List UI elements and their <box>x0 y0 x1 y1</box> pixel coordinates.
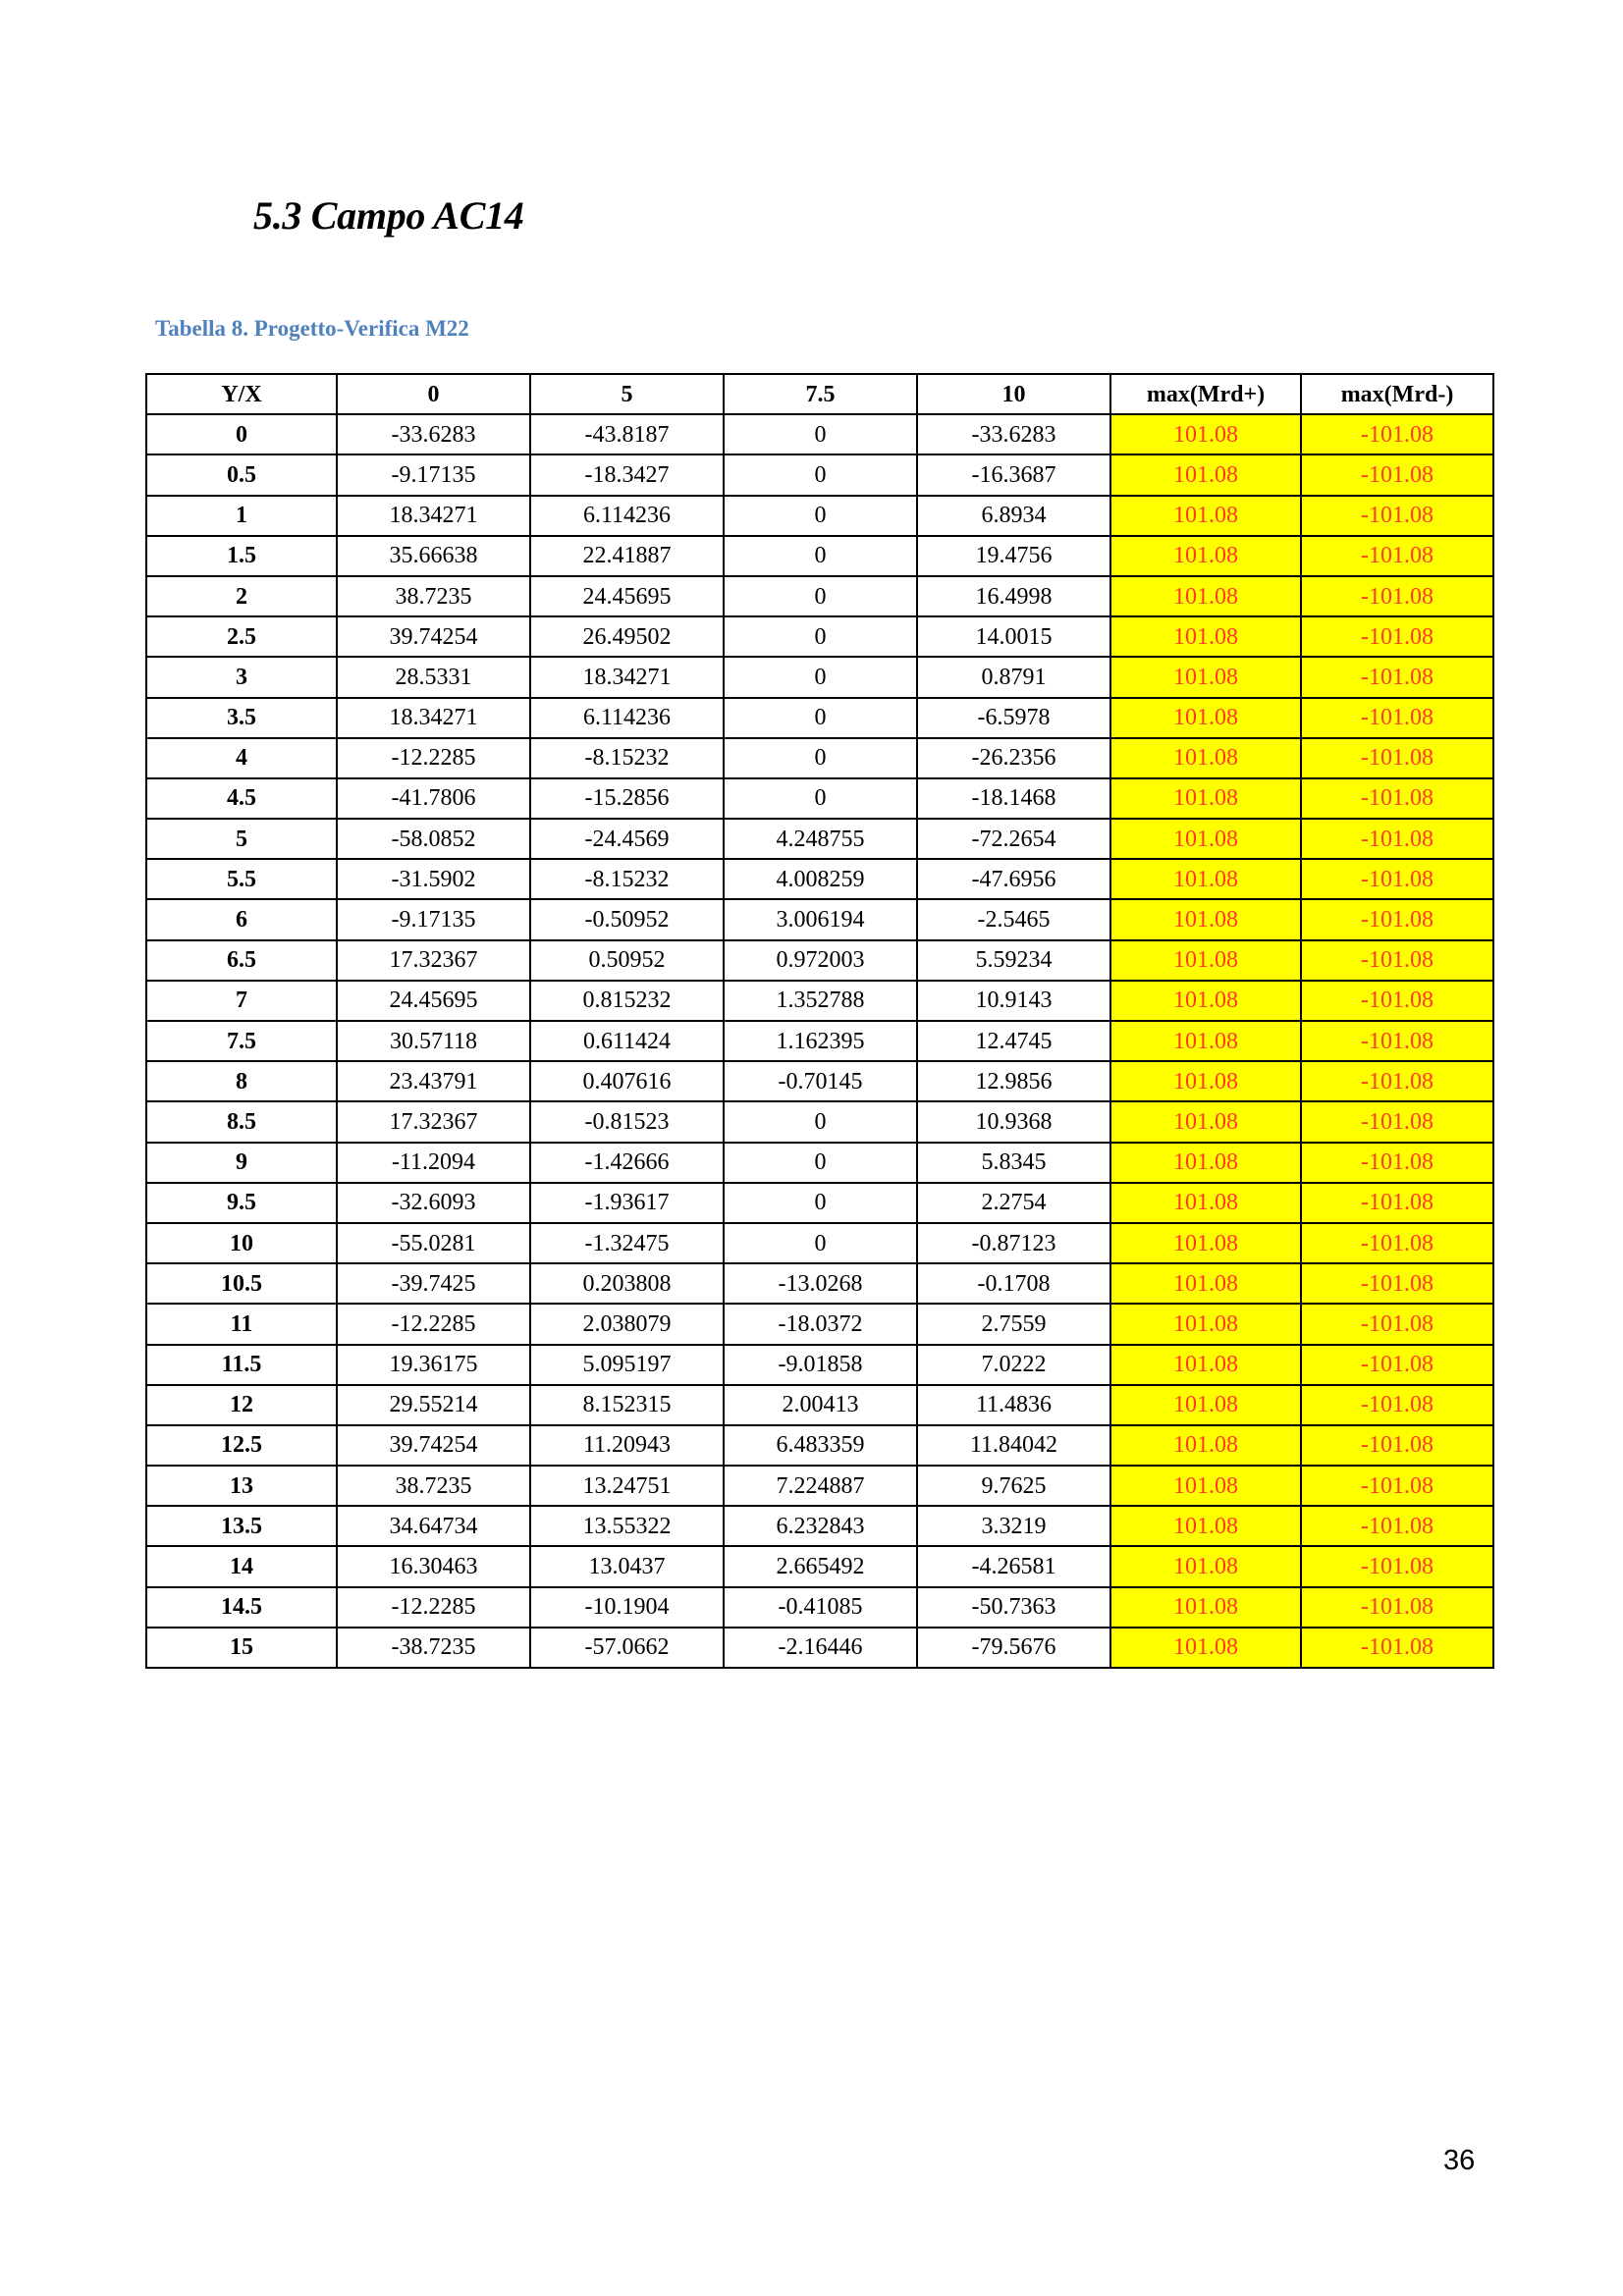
value-cell: 24.45695 <box>530 576 724 616</box>
value-cell: 11.84042 <box>917 1425 1110 1466</box>
limit-cell: 101.08 <box>1110 859 1301 899</box>
value-cell: 22.41887 <box>530 536 724 576</box>
value-cell: 18.34271 <box>530 657 724 697</box>
value-cell: 7.224887 <box>724 1466 917 1506</box>
value-cell: 6.483359 <box>724 1425 917 1466</box>
value-cell: 38.7235 <box>337 1466 530 1506</box>
row-header-cell: 4.5 <box>146 778 337 819</box>
value-cell: 2.7559 <box>917 1304 1110 1344</box>
value-cell: 34.64734 <box>337 1506 530 1546</box>
row-header-cell: 8 <box>146 1061 337 1101</box>
value-cell: -1.93617 <box>530 1183 724 1223</box>
table-row <box>146 1223 1493 1263</box>
row-header-cell: 2.5 <box>146 616 337 657</box>
limit-cell: -101.08 <box>1301 1021 1493 1061</box>
column-header: 10 <box>917 374 1110 414</box>
value-cell: 6.114236 <box>530 496 724 536</box>
results-table <box>145 373 1494 1669</box>
limit-cell: 101.08 <box>1110 899 1301 939</box>
column-header: 7.5 <box>724 374 917 414</box>
value-cell: -16.3687 <box>917 454 1110 495</box>
value-cell: -79.5676 <box>917 1628 1110 1668</box>
row-header-cell: 12 <box>146 1385 337 1425</box>
value-cell: -12.2285 <box>337 1587 530 1628</box>
table-row <box>146 1628 1493 1668</box>
value-cell: -33.6283 <box>337 414 530 454</box>
row-header-cell: 14.5 <box>146 1587 337 1628</box>
table-row <box>146 1143 1493 1183</box>
limit-cell: -101.08 <box>1301 1506 1493 1546</box>
row-header-cell: 9.5 <box>146 1183 337 1223</box>
limit-cell: 101.08 <box>1110 1304 1301 1344</box>
table-row <box>146 1263 1493 1304</box>
value-cell: 39.74254 <box>337 616 530 657</box>
value-cell: 9.7625 <box>917 1466 1110 1506</box>
row-header-cell: 9 <box>146 1143 337 1183</box>
table-row <box>146 1304 1493 1344</box>
limit-cell: 101.08 <box>1110 981 1301 1021</box>
row-header-cell: 3.5 <box>146 698 337 738</box>
value-cell: 0.8791 <box>917 657 1110 697</box>
limit-cell: -101.08 <box>1301 1263 1493 1304</box>
value-cell: 0 <box>724 778 917 819</box>
value-cell: -9.17135 <box>337 899 530 939</box>
limit-cell: 101.08 <box>1110 1425 1301 1466</box>
row-header-cell: 5.5 <box>146 859 337 899</box>
limit-cell: -101.08 <box>1301 1101 1493 1142</box>
row-header-cell: 0.5 <box>146 454 337 495</box>
column-header: 0 <box>337 374 530 414</box>
value-cell: 26.49502 <box>530 616 724 657</box>
value-cell: 0.50952 <box>530 940 724 981</box>
limit-cell: -101.08 <box>1301 698 1493 738</box>
value-cell: 2.038079 <box>530 1304 724 1344</box>
limit-cell: 101.08 <box>1110 1546 1301 1586</box>
value-cell: 0 <box>724 738 917 778</box>
table-header <box>146 374 1493 414</box>
row-header-cell: 5 <box>146 819 337 859</box>
value-cell: 11.20943 <box>530 1425 724 1466</box>
value-cell: 4.248755 <box>724 819 917 859</box>
value-cell: -11.2094 <box>337 1143 530 1183</box>
row-header-cell: 3 <box>146 657 337 697</box>
column-header: Y/X <box>146 374 337 414</box>
table-row <box>146 819 1493 859</box>
value-cell: -4.26581 <box>917 1546 1110 1586</box>
table-row <box>146 496 1493 536</box>
limit-cell: 101.08 <box>1110 496 1301 536</box>
value-cell: -47.6956 <box>917 859 1110 899</box>
table-row <box>146 1546 1493 1586</box>
value-cell: 19.4756 <box>917 536 1110 576</box>
limit-cell: -101.08 <box>1301 899 1493 939</box>
value-cell: 6.8934 <box>917 496 1110 536</box>
limit-cell: -101.08 <box>1301 576 1493 616</box>
limit-cell: -101.08 <box>1301 454 1493 495</box>
value-cell: 10.9368 <box>917 1101 1110 1142</box>
limit-cell: -101.08 <box>1301 1345 1493 1385</box>
limit-cell: 101.08 <box>1110 1223 1301 1263</box>
row-header-cell: 7.5 <box>146 1021 337 1061</box>
value-cell: -55.0281 <box>337 1223 530 1263</box>
value-cell: 16.4998 <box>917 576 1110 616</box>
table-row <box>146 698 1493 738</box>
table-row <box>146 1101 1493 1142</box>
table-row <box>146 981 1493 1021</box>
value-cell: 6.232843 <box>724 1506 917 1546</box>
limit-cell: -101.08 <box>1301 1466 1493 1506</box>
limit-cell: 101.08 <box>1110 616 1301 657</box>
table-row <box>146 738 1493 778</box>
row-header-cell: 15 <box>146 1628 337 1668</box>
value-cell: -50.7363 <box>917 1587 1110 1628</box>
row-header-cell: 13 <box>146 1466 337 1506</box>
limit-cell: -101.08 <box>1301 859 1493 899</box>
limit-cell: -101.08 <box>1301 1385 1493 1425</box>
table-row <box>146 1466 1493 1506</box>
table-row <box>146 414 1493 454</box>
limit-cell: 101.08 <box>1110 1587 1301 1628</box>
table-row <box>146 657 1493 697</box>
value-cell: 0 <box>724 576 917 616</box>
value-cell: -57.0662 <box>530 1628 724 1668</box>
value-cell: -13.0268 <box>724 1263 917 1304</box>
value-cell: -2.16446 <box>724 1628 917 1668</box>
value-cell: 10.9143 <box>917 981 1110 1021</box>
value-cell: 1.352788 <box>724 981 917 1021</box>
table-row <box>146 576 1493 616</box>
value-cell: 19.36175 <box>337 1345 530 1385</box>
value-cell: 0 <box>724 1183 917 1223</box>
row-header-cell: 2 <box>146 576 337 616</box>
limit-cell: -101.08 <box>1301 1425 1493 1466</box>
value-cell: 8.152315 <box>530 1385 724 1425</box>
value-cell: -18.3427 <box>530 454 724 495</box>
limit-cell: 101.08 <box>1110 698 1301 738</box>
table-row <box>146 1425 1493 1466</box>
limit-cell: -101.08 <box>1301 1183 1493 1223</box>
table-row <box>146 1385 1493 1425</box>
limit-cell: 101.08 <box>1110 940 1301 981</box>
value-cell: -32.6093 <box>337 1183 530 1223</box>
value-cell: -0.50952 <box>530 899 724 939</box>
limit-cell: -101.08 <box>1301 1628 1493 1668</box>
value-cell: -1.42666 <box>530 1143 724 1183</box>
value-cell: -72.2654 <box>917 819 1110 859</box>
value-cell: 7.0222 <box>917 1345 1110 1385</box>
table-row <box>146 899 1493 939</box>
value-cell: -39.7425 <box>337 1263 530 1304</box>
limit-cell: -101.08 <box>1301 1061 1493 1101</box>
column-header: max(Mrd-) <box>1301 374 1493 414</box>
value-cell: -8.15232 <box>530 859 724 899</box>
table-body <box>146 414 1493 1668</box>
value-cell: 12.4745 <box>917 1021 1110 1061</box>
limit-cell: 101.08 <box>1110 1263 1301 1304</box>
limit-cell: 101.08 <box>1110 1345 1301 1385</box>
value-cell: -58.0852 <box>337 819 530 859</box>
limit-cell: -101.08 <box>1301 657 1493 697</box>
limit-cell: 101.08 <box>1110 576 1301 616</box>
table-row <box>146 1587 1493 1628</box>
value-cell: -43.8187 <box>530 414 724 454</box>
table-row <box>146 1345 1493 1385</box>
value-cell: 12.9856 <box>917 1061 1110 1101</box>
limit-cell: -101.08 <box>1301 1546 1493 1586</box>
value-cell: -0.70145 <box>724 1061 917 1101</box>
value-cell: 0 <box>724 1143 917 1183</box>
value-cell: 0 <box>724 414 917 454</box>
limit-cell: 101.08 <box>1110 778 1301 819</box>
value-cell: 0.407616 <box>530 1061 724 1101</box>
value-cell: 38.7235 <box>337 576 530 616</box>
value-cell: 30.57118 <box>337 1021 530 1061</box>
value-cell: 5.59234 <box>917 940 1110 981</box>
value-cell: -33.6283 <box>917 414 1110 454</box>
value-cell: 2.00413 <box>724 1385 917 1425</box>
value-cell: 28.5331 <box>337 657 530 697</box>
limit-cell: -101.08 <box>1301 616 1493 657</box>
value-cell: 3.3219 <box>917 1506 1110 1546</box>
value-cell: 35.66638 <box>337 536 530 576</box>
limit-cell: -101.08 <box>1301 981 1493 1021</box>
limit-cell: -101.08 <box>1301 1223 1493 1263</box>
value-cell: 0.972003 <box>724 940 917 981</box>
value-cell: -0.81523 <box>530 1101 724 1142</box>
value-cell: 0 <box>724 496 917 536</box>
value-cell: 2.665492 <box>724 1546 917 1586</box>
limit-cell: -101.08 <box>1301 1587 1493 1628</box>
value-cell: -8.15232 <box>530 738 724 778</box>
row-header-cell: 11.5 <box>146 1345 337 1385</box>
value-cell: -15.2856 <box>530 778 724 819</box>
value-cell: -38.7235 <box>337 1628 530 1668</box>
row-header-cell: 10 <box>146 1223 337 1263</box>
value-cell: 13.55322 <box>530 1506 724 1546</box>
table-row <box>146 454 1493 495</box>
value-cell: -6.5978 <box>917 698 1110 738</box>
limit-cell: -101.08 <box>1301 496 1493 536</box>
value-cell: 2.2754 <box>917 1183 1110 1223</box>
value-cell: 29.55214 <box>337 1385 530 1425</box>
value-cell: 18.34271 <box>337 698 530 738</box>
value-cell: 0 <box>724 454 917 495</box>
table-row <box>146 940 1493 981</box>
value-cell: 14.0015 <box>917 616 1110 657</box>
value-cell: -31.5902 <box>337 859 530 899</box>
value-cell: 0 <box>724 698 917 738</box>
table-caption: Tabella 8. Progetto-Verifica M22 <box>155 316 469 341</box>
value-cell: -2.5465 <box>917 899 1110 939</box>
limit-cell: -101.08 <box>1301 778 1493 819</box>
value-cell: 0 <box>724 616 917 657</box>
row-header-cell: 6.5 <box>146 940 337 981</box>
table-row <box>146 778 1493 819</box>
section-heading: 5.3 Campo AC14 <box>253 193 524 238</box>
value-cell: -18.1468 <box>917 778 1110 819</box>
row-header-cell: 6 <box>146 899 337 939</box>
limit-cell: 101.08 <box>1110 819 1301 859</box>
value-cell: 5.8345 <box>917 1143 1110 1183</box>
limit-cell: 101.08 <box>1110 1143 1301 1183</box>
limit-cell: 101.08 <box>1110 1101 1301 1142</box>
value-cell: -41.7806 <box>337 778 530 819</box>
value-cell: 24.45695 <box>337 981 530 1021</box>
value-cell: 0 <box>724 1223 917 1263</box>
limit-cell: 101.08 <box>1110 414 1301 454</box>
limit-cell: 101.08 <box>1110 536 1301 576</box>
value-cell: 4.008259 <box>724 859 917 899</box>
limit-cell: 101.08 <box>1110 454 1301 495</box>
value-cell: 17.32367 <box>337 1101 530 1142</box>
value-cell: 18.34271 <box>337 496 530 536</box>
value-cell: 0.611424 <box>530 1021 724 1061</box>
limit-cell: 101.08 <box>1110 1506 1301 1546</box>
row-header-cell: 0 <box>146 414 337 454</box>
value-cell: -9.01858 <box>724 1345 917 1385</box>
value-cell: 13.0437 <box>530 1546 724 1586</box>
limit-cell: 101.08 <box>1110 1021 1301 1061</box>
table-row <box>146 859 1493 899</box>
value-cell: 5.095197 <box>530 1345 724 1385</box>
row-header-cell: 11 <box>146 1304 337 1344</box>
limit-cell: -101.08 <box>1301 536 1493 576</box>
row-header-cell: 1.5 <box>146 536 337 576</box>
row-header-cell: 13.5 <box>146 1506 337 1546</box>
limit-cell: -101.08 <box>1301 738 1493 778</box>
limit-cell: -101.08 <box>1301 940 1493 981</box>
value-cell: 16.30463 <box>337 1546 530 1586</box>
value-cell: -26.2356 <box>917 738 1110 778</box>
limit-cell: 101.08 <box>1110 1183 1301 1223</box>
value-cell: -18.0372 <box>724 1304 917 1344</box>
column-header: max(Mrd+) <box>1110 374 1301 414</box>
value-cell: 0 <box>724 536 917 576</box>
row-header-cell: 14 <box>146 1546 337 1586</box>
limit-cell: -101.08 <box>1301 1143 1493 1183</box>
row-header-cell: 10.5 <box>146 1263 337 1304</box>
limit-cell: 101.08 <box>1110 1061 1301 1101</box>
limit-cell: 101.08 <box>1110 1385 1301 1425</box>
table-row <box>146 1061 1493 1101</box>
value-cell: -0.1708 <box>917 1263 1110 1304</box>
limit-cell: 101.08 <box>1110 738 1301 778</box>
limit-cell: -101.08 <box>1301 1304 1493 1344</box>
value-cell: -12.2285 <box>337 1304 530 1344</box>
value-cell: 17.32367 <box>337 940 530 981</box>
column-header: 5 <box>530 374 724 414</box>
value-cell: 0 <box>724 1101 917 1142</box>
value-cell: -0.41085 <box>724 1587 917 1628</box>
value-cell: 0.203808 <box>530 1263 724 1304</box>
value-cell: -12.2285 <box>337 738 530 778</box>
row-header-cell: 1 <box>146 496 337 536</box>
value-cell: 13.24751 <box>530 1466 724 1506</box>
value-cell: -9.17135 <box>337 454 530 495</box>
limit-cell: 101.08 <box>1110 657 1301 697</box>
limit-cell: 101.08 <box>1110 1466 1301 1506</box>
row-header-cell: 7 <box>146 981 337 1021</box>
value-cell: -1.32475 <box>530 1223 724 1263</box>
row-header-cell: 4 <box>146 738 337 778</box>
limit-cell: -101.08 <box>1301 819 1493 859</box>
value-cell: 6.114236 <box>530 698 724 738</box>
page-number: 36 <box>1443 2145 1476 2176</box>
value-cell: -0.87123 <box>917 1223 1110 1263</box>
row-header-cell: 8.5 <box>146 1101 337 1142</box>
table-row <box>146 616 1493 657</box>
value-cell: -10.1904 <box>530 1587 724 1628</box>
value-cell: 23.43791 <box>337 1061 530 1101</box>
value-cell: -24.4569 <box>530 819 724 859</box>
table-row <box>146 536 1493 576</box>
table-row <box>146 1183 1493 1223</box>
value-cell: 3.006194 <box>724 899 917 939</box>
value-cell: 0 <box>724 657 917 697</box>
value-cell: 39.74254 <box>337 1425 530 1466</box>
row-header-cell: 12.5 <box>146 1425 337 1466</box>
value-cell: 11.4836 <box>917 1385 1110 1425</box>
table-row <box>146 1506 1493 1546</box>
table-row <box>146 1021 1493 1061</box>
header-row <box>146 374 1493 414</box>
limit-cell: -101.08 <box>1301 414 1493 454</box>
value-cell: 0.815232 <box>530 981 724 1021</box>
value-cell: 1.162395 <box>724 1021 917 1061</box>
limit-cell: 101.08 <box>1110 1628 1301 1668</box>
